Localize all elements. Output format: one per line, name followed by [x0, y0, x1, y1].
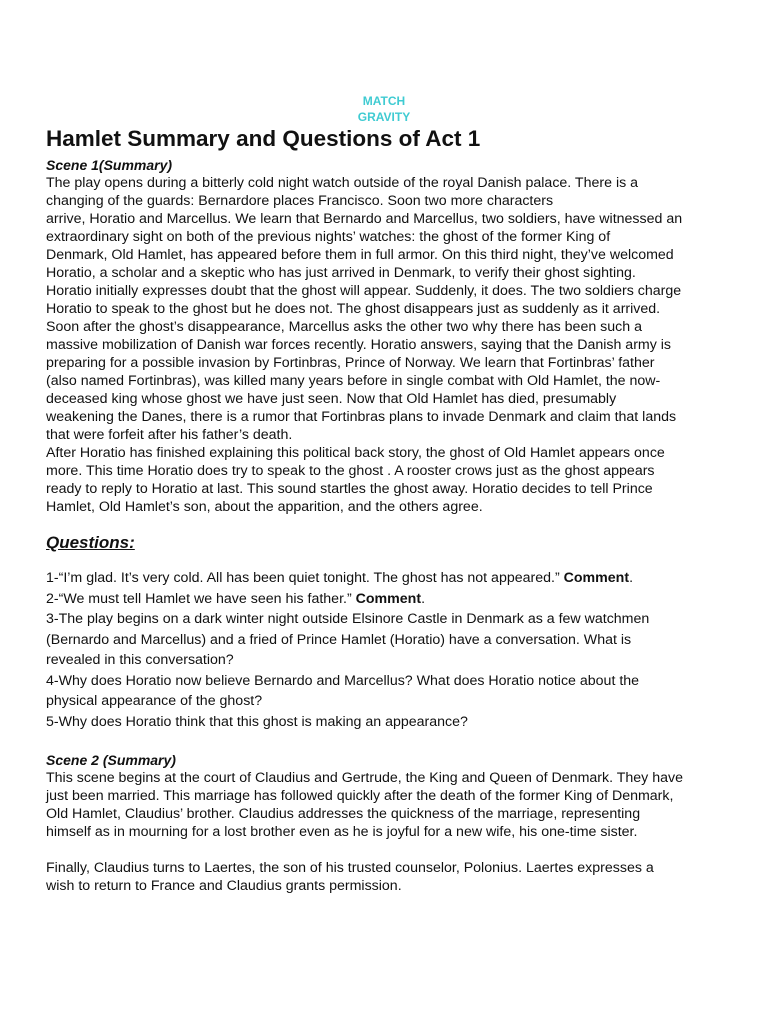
page-title: Hamlet Summary and Questions of Act 1	[46, 126, 481, 151]
scene2-line: Finally, Claudius turns to Laertes, the son of his trusted counselor, Polonius. Laertes expresses a	[46, 860, 654, 876]
scene1-line: Horatio to speak to the ghost but he does not. The ghost disappears just as suddenly as it arrived.	[46, 301, 661, 317]
scene1-line: more. This time Horatio does try to speak to the ghost . A rooster crows just as the ghost appears	[46, 463, 655, 479]
question-2	[46, 589, 736, 610]
scene1-line: massive mobilization of Danish war forces recently. Horatio answers, saying that the Danish army is	[46, 337, 672, 353]
scene1-line: Denmark, Old Hamlet, has appeared before them in full armor. On this third night, they’ve welcomed	[46, 247, 674, 263]
question-3-line-1: 3-The play begins on a dark winter night outside Elsinore Castle in Denmark as a few watchmen	[46, 611, 650, 627]
scene2-section	[46, 751, 736, 895]
question-3-line-3: revealed in this conversation?	[46, 652, 234, 668]
questions-list	[46, 568, 736, 732]
scene1-summary	[46, 174, 736, 516]
header-line-1: MATCH	[362, 94, 406, 108]
scene1-line: preparing for a possible invasion by Fortinbras, Prince of Norway. We learn that Fortinbras’ father	[46, 355, 655, 371]
scene1-line: arrive, Horatio and Marcellus. We learn that Bernardo and Marcellus, two soldiers, have witnessed an	[46, 211, 683, 227]
scene1-line: After Horatio has finished explaining this political back story, the ghost of Old Hamlet appears once	[46, 445, 665, 461]
question-1-text: 1-“I’m glad. It’s very cold. All has been quiet tonight. The ghost has not appeared.”	[46, 570, 564, 586]
scene2-paragraph-2	[46, 859, 736, 895]
scene1-line: ready to reply to Horatio at last. This sound startles the ghost away. Horatio decides to tell Prince	[46, 481, 653, 497]
question-2-text: 2-“We must tell Hamlet we have seen his father.”	[46, 590, 356, 607]
scene1-line: Soon after the ghost’s disappearance, Marcellus asks the other two why there has been such a	[46, 319, 642, 335]
scene1-heading: Scene 1(Summary)	[46, 157, 173, 173]
question-3-line-2: (Bernardo and Marcellus) and a fried of Prince Hamlet (Horatio) have a conversation. What is	[46, 631, 632, 648]
header-line-2: GRAVITY	[357, 110, 411, 124]
question-4-line-2: physical appearance of the ghost?	[46, 693, 263, 709]
scene2-heading: Scene 2 (Summary)	[46, 752, 176, 768]
scene1-line: that were forfeit after his father’s death.	[46, 427, 293, 443]
questions-heading: Questions:	[46, 533, 135, 552]
scene1-section	[46, 156, 736, 516]
scene1-line: (also named Fortinbras), was killed many years before in single combat with Old Hamlet, the now-	[46, 373, 661, 389]
question-5: 5-Why does Horatio think that this ghost is making an appearance?	[46, 713, 468, 730]
scene2-line: wish to return to France and Claudius grants permission.	[46, 878, 402, 894]
scene2-line: Old Hamlet, Claudius’ brother. Claudius addresses the quickness of the marriage, representing	[46, 806, 641, 822]
scene1-line: Horatio, a scholar and a skeptic who has just arrived in Denmark, to verify their ghost sighting.	[46, 265, 636, 281]
scene1-line: weakening the Danes, there is a rumor that Fortinbras plans to invade Denmark and claim that lands	[46, 409, 677, 425]
scene1-line: Hamlet, Old Hamlet’s son, about the apparition, and the others agree.	[46, 499, 483, 515]
scene1-line: changing of the guards: Bernardore places Francisco. Soon two more characters	[46, 193, 554, 209]
question-1	[46, 568, 736, 589]
scene2-line: This scene begins at the court of Claudius and Gertrude, the King and Queen of Denmark. They have	[46, 770, 683, 786]
question-4-line-1: 4-Why does Horatio now believe Bernardo and Marcellus? What does Horatio notice about the	[46, 672, 640, 689]
match-gravity-header	[0, 93, 768, 125]
scene2-line: himself as in mourning for a lost brother even as he is joyful for a new wife, his one-time sister.	[46, 824, 638, 840]
question-1-end: .	[629, 570, 634, 586]
question-1-comment: Comment	[563, 570, 630, 586]
question-2-end: .	[421, 590, 426, 607]
scene2-paragraph-1	[46, 769, 736, 841]
scene1-line: extraordinary sight on both of the previous nights’ watches: the ghost of the former King of	[46, 229, 611, 245]
question-2-comment: Comment	[355, 590, 422, 607]
scene1-line: The play opens during a bitterly cold night watch outside of the royal Danish palace. There is a	[46, 175, 639, 191]
scene1-line: deceased king whose ghost we have just seen. Now that Old Hamlet has died, presumably	[46, 391, 617, 407]
scene1-line: Horatio initially expresses doubt that the ghost will appear. Suddenly, it does. The two soldiers charge	[46, 283, 682, 299]
scene2-line: just been married. This marriage has followed quickly after the death of the former King of Denmark,	[46, 788, 674, 804]
